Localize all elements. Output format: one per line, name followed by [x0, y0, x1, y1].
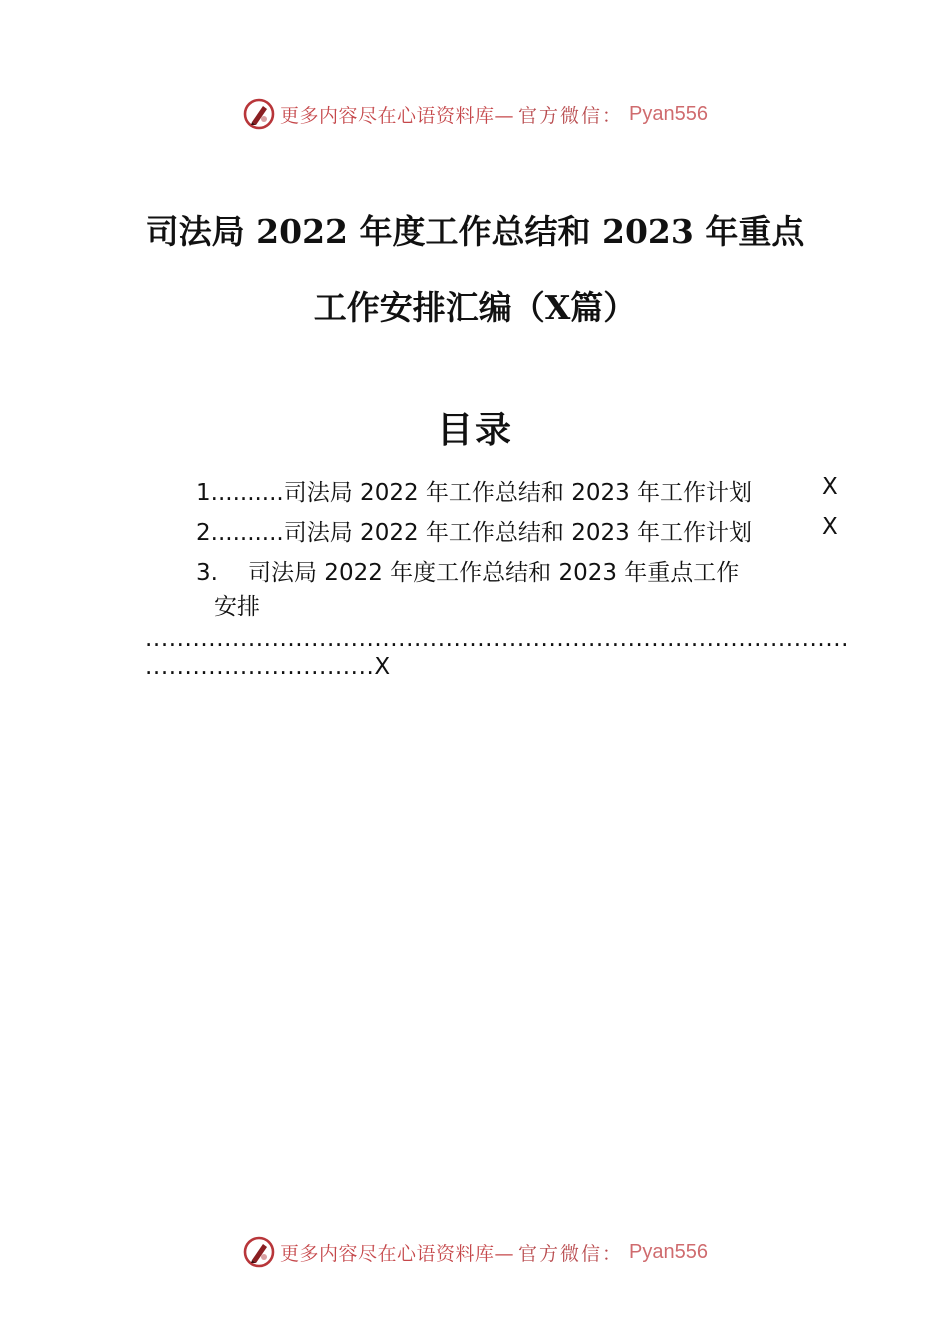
- toc-entry-2[interactable]: 2..........司法局 2022 年工作总结和 2023 年工作计划: [196, 520, 753, 546]
- header-wechat-label: 官方微信：: [518, 104, 624, 127]
- toc-entry-3-number: 3.: [196, 560, 218, 586]
- pen-logo-icon: [242, 1235, 276, 1269]
- toc-heading: 目录: [436, 409, 513, 451]
- document-title-line-1: 司法局 2022 年度工作总结和 2023 年重点: [145, 212, 805, 251]
- footer-wechat-account: Pyan556: [629, 1240, 708, 1263]
- toc-entry-3-leader: .........................................................................................: [145, 626, 850, 652]
- header-promo-text: 更多内容尽在心语资料库—: [280, 104, 515, 127]
- toc-entry-1[interactable]: 1..........司法局 2022 年工作总结和 2023 年工作计划: [196, 480, 753, 506]
- toc-entry-3-leader-page: .............................X: [145, 654, 391, 680]
- toc-entry-3-title: 司法局 2022 年度工作总结和 2023 年重点工作: [248, 560, 740, 586]
- toc-entry-1-page: X: [822, 474, 838, 500]
- footer-promo-text: 更多内容尽在心语资料库—: [280, 1242, 515, 1265]
- footer-banner: [0, 1232, 950, 1272]
- header-wechat-account: Pyan556: [629, 102, 708, 125]
- toc-entry-2-page: X: [822, 514, 838, 540]
- toc-entry-3-title-cont: 安排: [214, 594, 260, 620]
- toc-entry-3[interactable]: [196, 554, 739, 587]
- header-banner: [0, 94, 950, 134]
- document-title-line-2: 工作安排汇编（X篇）: [313, 288, 637, 327]
- pen-logo-icon: [242, 97, 276, 131]
- footer-wechat-label: 官方微信：: [518, 1242, 624, 1265]
